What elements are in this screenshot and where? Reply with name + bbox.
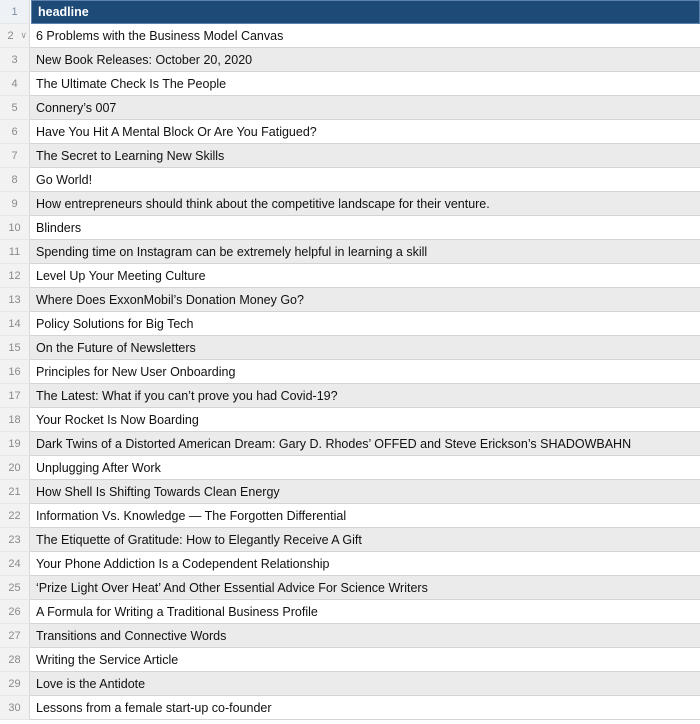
headline-cell[interactable]: Unplugging After Work <box>30 456 700 480</box>
table-row[interactable] <box>0 312 700 336</box>
row-number[interactable] <box>0 72 30 96</box>
row-number[interactable] <box>0 504 30 528</box>
row-number-label: 15 <box>8 341 21 354</box>
headline-cell[interactable]: A Formula for Writing a Traditional Business Profile <box>30 600 700 624</box>
row-number[interactable] <box>0 192 30 216</box>
headline-cell[interactable]: Level Up Your Meeting Culture <box>30 264 700 288</box>
row-number[interactable] <box>0 96 30 120</box>
chevron-down-icon[interactable]: ∨ <box>20 30 27 40</box>
row-number-label: 26 <box>8 605 21 618</box>
table-row[interactable] <box>0 72 700 96</box>
row-number[interactable] <box>0 480 30 504</box>
headline-cell[interactable]: The Latest: What if you can’t prove you had Covid-19? <box>30 384 700 408</box>
table-row[interactable] <box>0 576 700 600</box>
row-number[interactable] <box>0 648 30 672</box>
row-number[interactable] <box>0 48 30 72</box>
row-number[interactable] <box>0 240 30 264</box>
row-number-label: 4 <box>11 77 18 90</box>
table-row[interactable] <box>0 360 700 384</box>
row-number[interactable] <box>0 360 30 384</box>
row-number[interactable] <box>0 624 30 648</box>
row-number[interactable] <box>0 168 30 192</box>
row-number[interactable] <box>0 120 30 144</box>
row-number-label: 17 <box>8 389 21 402</box>
table-row[interactable] <box>0 384 700 408</box>
row-number-label: 18 <box>8 413 21 426</box>
headline-cell[interactable]: Have You Hit A Mental Block Or Are You Fatigued? <box>30 120 700 144</box>
row-number[interactable] <box>0 432 30 456</box>
headline-cell[interactable]: Your Phone Addiction Is a Codependent Relationship <box>30 552 700 576</box>
table-row[interactable] <box>0 408 700 432</box>
table-row[interactable] <box>0 264 700 288</box>
row-number-label: 9 <box>11 197 18 210</box>
table-row[interactable] <box>0 24 700 48</box>
row-number[interactable] <box>0 312 30 336</box>
table-row[interactable] <box>0 144 700 168</box>
row-number[interactable] <box>0 552 30 576</box>
table-row[interactable] <box>0 168 700 192</box>
headline-cell[interactable]: Lessons from a female start-up co-founder <box>30 696 700 720</box>
row-number[interactable] <box>0 528 30 552</box>
row-number[interactable] <box>0 696 30 720</box>
headline-cell[interactable]: The Etiquette of Gratitude: How to Elegantly Receive A Gift <box>30 528 700 552</box>
table-row[interactable] <box>0 96 700 120</box>
table-row[interactable] <box>0 192 700 216</box>
row-number-label: 8 <box>11 173 18 186</box>
headline-cell[interactable]: ‘Prize Light Over Heat’ And Other Essential Advice For Science Writers <box>30 576 700 600</box>
row-number[interactable] <box>0 0 30 24</box>
headline-cell[interactable]: Go World! <box>30 168 700 192</box>
row-number[interactable] <box>0 264 30 288</box>
row-number-label: 14 <box>8 317 21 330</box>
table-row[interactable] <box>0 336 700 360</box>
row-number-label: 2 <box>7 29 14 42</box>
table-row[interactable] <box>0 456 700 480</box>
headline-cell[interactable]: How Shell Is Shifting Towards Clean Energy <box>30 480 700 504</box>
headline-cell[interactable]: Where Does ExxonMobil’s Donation Money Go? <box>30 288 700 312</box>
row-number[interactable] <box>0 288 30 312</box>
headline-cell[interactable]: New Book Releases: October 20, 2020 <box>30 48 700 72</box>
table-row[interactable] <box>0 672 700 696</box>
headline-cell[interactable]: The Ultimate Check Is The People <box>30 72 700 96</box>
table-row[interactable] <box>0 648 700 672</box>
row-number-label: 30 <box>8 701 21 714</box>
headline-cell[interactable]: Information Vs. Knowledge — The Forgotten Differential <box>30 504 700 528</box>
row-number[interactable] <box>0 672 30 696</box>
row-number[interactable] <box>0 144 30 168</box>
table-row[interactable] <box>0 432 700 456</box>
row-number[interactable] <box>0 336 30 360</box>
row-number-label: 25 <box>8 581 21 594</box>
row-number-label: 22 <box>8 509 21 522</box>
headline-cell[interactable]: The Secret to Learning New Skills <box>30 144 700 168</box>
row-number-label: 3 <box>11 53 18 66</box>
row-number-label: 28 <box>8 653 21 666</box>
table-row[interactable] <box>0 696 700 720</box>
row-number[interactable] <box>0 456 30 480</box>
row-number-label: 20 <box>8 461 21 474</box>
headline-cell[interactable]: On the Future of Newsletters <box>30 336 700 360</box>
table-row[interactable] <box>0 216 700 240</box>
row-number-label: 29 <box>8 677 21 690</box>
table-row[interactable] <box>0 624 700 648</box>
table-row[interactable] <box>0 240 700 264</box>
row-number[interactable] <box>0 384 30 408</box>
row-number[interactable] <box>0 216 30 240</box>
row-number-label: 6 <box>11 125 18 138</box>
table-row[interactable] <box>0 600 700 624</box>
headline-cell[interactable]: Dark Twins of a Distorted American Dream: Gary D. Rhodes’ OFFED and Steve Erickson’s SHADOWBAHN <box>30 432 700 456</box>
row-number[interactable] <box>0 408 30 432</box>
headline-cell[interactable]: Policy Solutions for Big Tech <box>30 312 700 336</box>
table-body <box>0 24 700 720</box>
headline-cell[interactable]: 6 Problems with the Business Model Canvas <box>30 24 700 48</box>
headline-cell[interactable]: Your Rocket Is Now Boarding <box>30 408 700 432</box>
table-row[interactable] <box>0 504 700 528</box>
row-number-label: 7 <box>11 149 18 162</box>
column-header-cell[interactable]: headline <box>31 0 700 24</box>
row-number-label: 24 <box>8 557 21 570</box>
row-number[interactable] <box>0 576 30 600</box>
row-number-label: 27 <box>8 629 21 642</box>
header-row <box>0 0 700 24</box>
row-number[interactable] <box>0 600 30 624</box>
table-row[interactable] <box>0 528 700 552</box>
headline-cell[interactable]: How entrepreneurs should think about the competitive landscape for their venture. <box>30 192 700 216</box>
row-number-label: 19 <box>8 437 21 450</box>
headline-cell[interactable]: Connery’s 007 <box>30 96 700 120</box>
headline-cell[interactable]: Blinders <box>30 216 700 240</box>
row-number-label: 13 <box>8 293 21 306</box>
row-number-label: 1 <box>11 5 18 18</box>
row-number-label: 16 <box>8 365 21 378</box>
row-number-label: 11 <box>8 245 21 258</box>
table-row[interactable] <box>0 480 700 504</box>
headline-cell[interactable]: Spending time on Instagram can be extremely helpful in learning a skill <box>30 240 700 264</box>
table-row[interactable] <box>0 288 700 312</box>
table-row[interactable] <box>0 120 700 144</box>
headline-cell[interactable]: Love is the Antidote <box>30 672 700 696</box>
row-number-label: 5 <box>11 101 18 114</box>
row-number[interactable] <box>0 24 30 48</box>
row-number-label: 12 <box>8 269 21 282</box>
table-row[interactable] <box>0 552 700 576</box>
table-row[interactable] <box>0 48 700 72</box>
row-number-label: 21 <box>8 485 21 498</box>
row-number-label: 10 <box>8 221 21 234</box>
headline-cell[interactable]: Transitions and Connective Words <box>30 624 700 648</box>
headline-cell[interactable]: Principles for New User Onboarding <box>30 360 700 384</box>
row-number-label: 23 <box>8 533 21 546</box>
headline-cell[interactable]: Writing the Service Article <box>30 648 700 672</box>
